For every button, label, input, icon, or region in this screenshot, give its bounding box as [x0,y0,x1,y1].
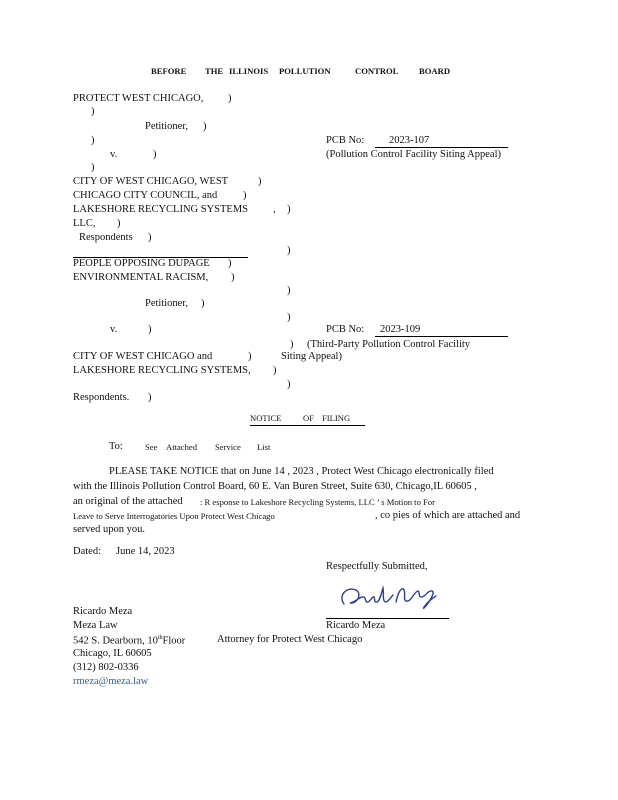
versus-label: v. [110,324,118,335]
header-word: CONTROL [355,66,399,76]
caption-paren: ) [287,285,291,296]
street-address-ordinal: th [157,635,163,641]
caption-paren: ) [148,232,152,243]
petitioner-name: PEOPLE OPPOSING DUPAGE [73,258,210,269]
respondent-line: CHICAGO CITY COUNCIL, and [73,190,218,201]
signer-name: Ricardo Meza [326,620,386,631]
case-type: (Pollution Control Facility Siting Appeal) [326,149,501,160]
caption-paren: ) [228,93,232,104]
petitioner-name: PROTECT WEST CHICAGO, [73,93,204,104]
email-link[interactable]: rmeza@meza.law [73,676,149,687]
petitioner-label: Petitioner, [145,121,189,132]
signature-image [336,582,444,612]
case-type: (Third-Party Pollution Control Facility [307,339,471,350]
caption-paren: ) [248,351,252,362]
header-word: BOARD [419,66,451,76]
respondents-label: Respondents. [73,392,130,403]
notice-body-line: served upon you. [73,524,146,535]
caption-paren: ) [117,218,121,229]
caption-paren: ) [243,190,247,201]
caption-paren: ) [258,176,262,187]
attorney-title: Attorney for Protect West Chicago [217,634,363,645]
header-word: ILLINOIS [229,66,269,76]
signature-line [326,618,449,619]
street-address-main: 542 S. Dearborn, 10 [73,635,158,647]
attorney-name: Ricardo Meza [73,606,133,617]
header-word: THE [205,66,224,76]
respondent-line: LLC, [73,218,96,229]
respondent-line: LAKESHORE RECYCLING SYSTEMS [73,204,249,215]
notice-title-underline [250,425,365,426]
caption-paren: ) [91,106,95,117]
notice-title-word: NOTICE [250,413,282,423]
to-label: To: [109,441,123,452]
to-word: Attached [166,442,198,452]
petitioner-name: ENVIRONMENTAL RACISM, [73,272,209,283]
case-number: 2023-109 [380,324,421,335]
caption-paren: ) [148,324,152,335]
header-word: BEFORE [151,66,187,76]
notice-body-line: Leave to Serve Interrogatories Upon Protect West Chicago [73,511,275,521]
caption-paren: ) [287,245,291,256]
caption-paren: ) [148,392,152,403]
notice-title-word: FILING [322,413,351,423]
respondent-comma: , [273,204,276,215]
caption-paren: ) [203,121,207,132]
respondent-line: CITY OF WEST CHICAGO and [73,351,213,362]
to-word: Service [215,442,241,452]
petitioner-label: Petitioner, [145,298,189,309]
closing-text: Respectfully Submitted, [326,561,428,572]
notice-body-line: , co pies of which are attached and [375,510,521,521]
versus-label: v. [110,149,118,160]
case-number: 2023-107 [389,135,430,146]
notice-body-line: an original of the attached [73,496,183,507]
street-address [73,635,185,647]
header-word: POLLUTION [279,66,331,76]
respondents-label: Respondents [79,232,133,243]
caption-paren: ) [287,379,291,390]
caption-paren: ) [231,272,235,283]
notice-body-line: with the Illinois Pollution Control Board, 60 E. Van Buren Street, Suite 630, Chicago,IL 60605 , [73,481,477,492]
caption-paren: ) [91,135,95,146]
notice-body-line: : R esponse to Lakeshore Recycling Systems, LLC ’ s Motion to For [200,497,435,507]
city-line: Chicago, IL 60605 [73,648,152,659]
respondent-line: LAKESHORE RECYCLING SYSTEMS, [73,365,251,376]
caption-paren: ) [201,298,205,309]
dated-value: June 14, 2023 [116,546,175,557]
firm-name: Meza Law [73,620,118,631]
caption-paren: ) [273,365,277,376]
case-number-underline [375,336,508,337]
case-number-label: PCB No: [326,135,365,146]
case-number-underline [375,147,508,148]
caption-paren: ) [228,258,232,269]
case-type: Siting Appeal) [281,351,342,362]
caption-paren: ) [91,162,95,173]
to-word: See [145,442,158,452]
caption-paren: ) [290,339,294,350]
notice-title-word: OF [303,413,314,423]
case-number-label: PCB No: [326,324,365,335]
notice-body-line: PLEASE TAKE NOTICE that on June 14 , 2023 , Protect West Chicago electronically filed [109,466,494,477]
caption-paren: ) [287,204,291,215]
dated-label: Dated: [73,546,101,557]
caption-paren: ) [153,149,157,160]
phone-number: (312) 802-0336 [73,662,139,673]
to-word: List [257,442,271,452]
street-address-floor: Floor [162,635,186,647]
respondent-line: CITY OF WEST CHICAGO, WEST [73,176,229,187]
caption-paren: ) [287,312,291,323]
